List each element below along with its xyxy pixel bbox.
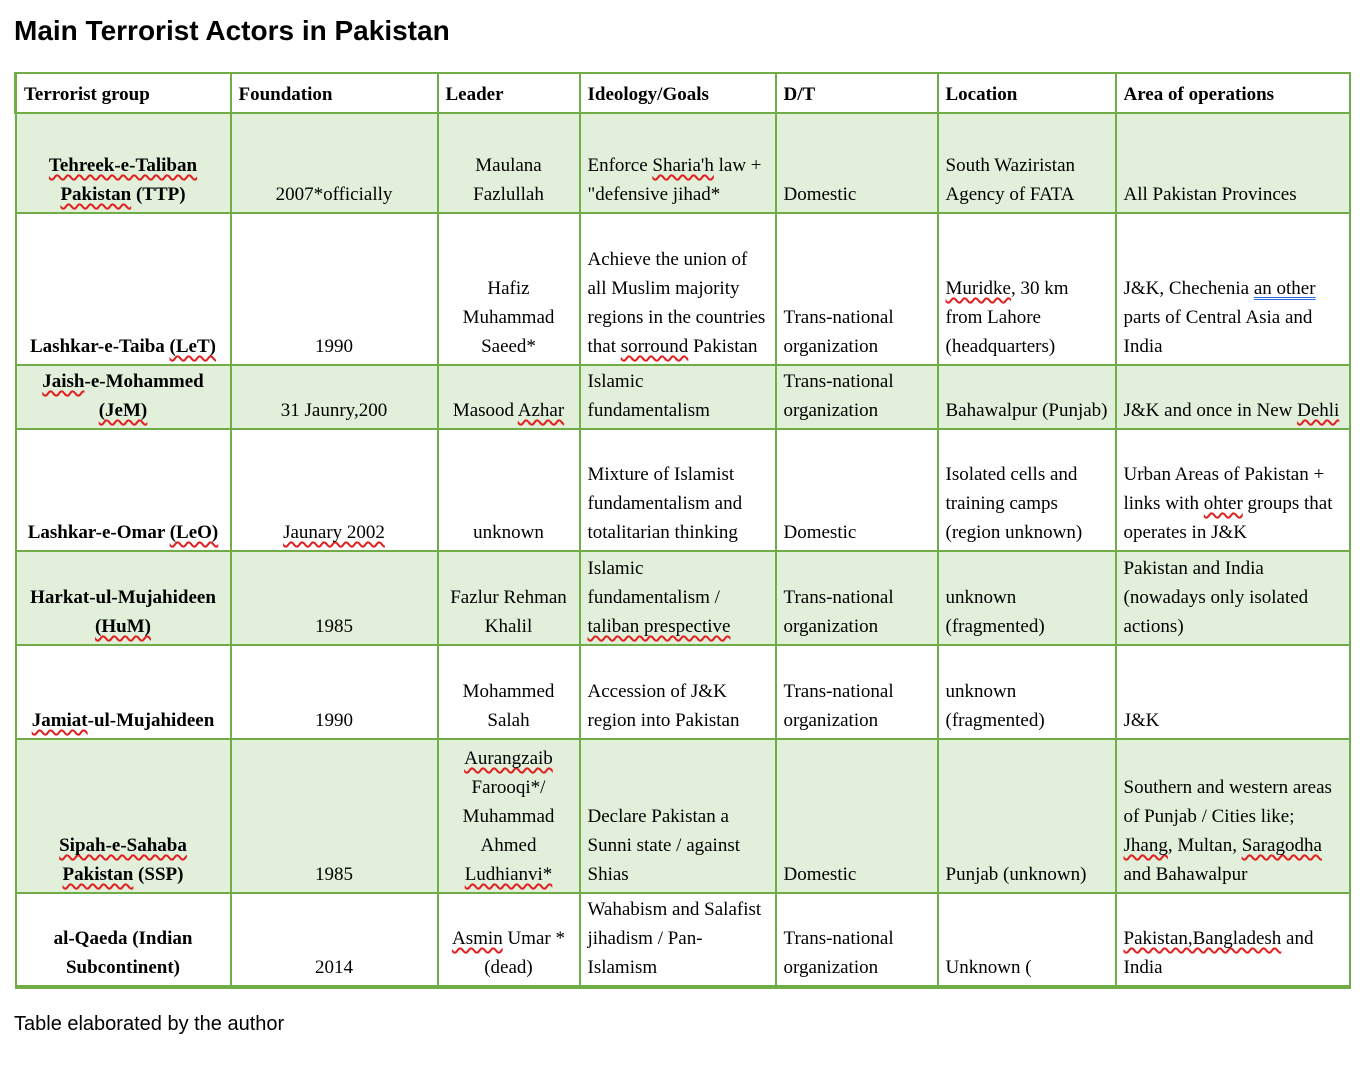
table-cell-r8-c7 bbox=[1116, 893, 1350, 987]
text-segment: Southern and western areas of Punjab / Cities like; bbox=[1123, 777, 1332, 827]
text-segment: Lashkar-e-Omar bbox=[27, 522, 170, 543]
terrorist-actors-table bbox=[14, 72, 1351, 989]
table-cell-r2-c5 bbox=[776, 213, 938, 365]
table-cell-r3-c1 bbox=[16, 365, 231, 429]
text-segment: Mixture of Islamist fundamentalism and totalitarian thinking bbox=[587, 464, 743, 543]
table-cell-r8-c5 bbox=[776, 893, 938, 987]
text-segment: Masood bbox=[452, 400, 518, 421]
table-cell-r8-c2 bbox=[231, 893, 438, 987]
text-segment: Fazlur Rehman Khalil bbox=[450, 587, 567, 637]
table-row bbox=[16, 739, 1350, 893]
table-row bbox=[16, 551, 1350, 645]
table-row bbox=[16, 113, 1350, 213]
text-segment: Unknown ( bbox=[945, 957, 1032, 978]
text-segment: law + "defensive jihad* bbox=[587, 155, 762, 205]
spellcheck-marked-text: (LeO) bbox=[169, 522, 219, 543]
text-segment: Trans-national organization bbox=[783, 587, 894, 637]
table-cell-r4-c6 bbox=[938, 429, 1116, 551]
text-segment: , 30 km from Lahore (headquarters) bbox=[945, 278, 1069, 357]
column-header-area-of-operations: Area of operations bbox=[1116, 73, 1350, 113]
text-segment: Punjab (unknown) bbox=[945, 864, 1087, 885]
spellcheck-marked-text: Pakistan bbox=[60, 184, 132, 205]
table-row bbox=[16, 213, 1350, 365]
table-cell-r1-c3 bbox=[438, 113, 580, 213]
text-segment: parts of Central Asia and India bbox=[1123, 307, 1313, 357]
table-cell-r7-c4 bbox=[580, 739, 776, 893]
table-cell-r5-c2 bbox=[231, 551, 438, 645]
table-cell-r8-c3 bbox=[438, 893, 580, 987]
text-segment: Wahabism and Salafist jihadism / Pan-Islamism bbox=[587, 899, 762, 978]
text-segment: Enforce bbox=[587, 155, 653, 176]
text-segment: Umar *(dead) bbox=[484, 928, 565, 978]
table-cell-r5-c4 bbox=[580, 551, 776, 645]
spellcheck-marked-text: Jamiat bbox=[31, 710, 88, 731]
table-cell-r5-c5 bbox=[776, 551, 938, 645]
table-cell-r8-c1 bbox=[16, 893, 231, 987]
table-cell-r3-c7 bbox=[1116, 365, 1350, 429]
table-cell-r7-c1 bbox=[16, 739, 231, 893]
text-segment: J&K bbox=[1123, 710, 1160, 731]
text-segment: 1990 bbox=[315, 710, 353, 731]
table-cell-r5-c3 bbox=[438, 551, 580, 645]
table-cell-r4-c4 bbox=[580, 429, 776, 551]
table-header-row bbox=[16, 73, 1350, 113]
table-cell-r6-c4 bbox=[580, 645, 776, 739]
table-row bbox=[16, 365, 1350, 429]
table-cell-r8-c4 bbox=[580, 893, 776, 987]
text-segment: 1985 bbox=[315, 616, 353, 637]
table-cell-r1-c5 bbox=[776, 113, 938, 213]
spellcheck-marked-text: Pakistan bbox=[62, 864, 134, 885]
table-cell-r5-c7 bbox=[1116, 551, 1350, 645]
table-cell-r2-c2 bbox=[231, 213, 438, 365]
table-cell-r2-c3 bbox=[438, 213, 580, 365]
spellcheck-marked-text: Dehli bbox=[1297, 400, 1340, 421]
text-segment: Achieve the union of all Muslim majority regions in the countries that bbox=[587, 249, 766, 357]
table-cell-r2-c7 bbox=[1116, 213, 1350, 365]
text-segment: Pakistan bbox=[688, 336, 758, 357]
table-cell-r7-c3 bbox=[438, 739, 580, 893]
spellcheck-marked-text: Sharia'h bbox=[652, 155, 714, 176]
table-cell-r7-c5 bbox=[776, 739, 938, 893]
table-cell-r6-c5 bbox=[776, 645, 938, 739]
spellcheck-marked-text: (JeM) bbox=[98, 400, 148, 421]
table-cell-r1-c1 bbox=[16, 113, 231, 213]
page-title: Main Terrorist Actors in Pakistan bbox=[14, 15, 450, 46]
text-segment: Trans-national organization bbox=[783, 371, 894, 421]
text-segment: 31 Jaunry,200 bbox=[280, 400, 388, 421]
text-segment: 1990 bbox=[315, 336, 353, 357]
table-cell-r4-c3 bbox=[438, 429, 580, 551]
text-segment: unknown (fragmented) bbox=[945, 681, 1045, 731]
spellcheck-marked-text: Azhar bbox=[517, 400, 565, 421]
spellcheck-marked-text: Saragodha bbox=[1241, 835, 1322, 856]
table-cell-r4-c2 bbox=[231, 429, 438, 551]
table-cell-r2-c4 bbox=[580, 213, 776, 365]
table-cell-r4-c1 bbox=[16, 429, 231, 551]
column-header-terrorist-group: Terrorist group bbox=[16, 73, 231, 113]
spellcheck-marked-text: Ludhianvi* bbox=[464, 864, 553, 885]
text-segment: unknown (fragmented) bbox=[945, 587, 1045, 637]
table-row bbox=[16, 645, 1350, 739]
table-cell-r6-c3 bbox=[438, 645, 580, 739]
table-cell-r6-c2 bbox=[231, 645, 438, 739]
table-caption: Table elaborated by the author bbox=[14, 1013, 285, 1035]
spellcheck-marked-text: Aurangzaib bbox=[464, 748, 553, 769]
text-segment: Bahawalpur (Punjab) bbox=[945, 400, 1108, 421]
spellcheck-marked-text: Muridke bbox=[945, 278, 1011, 299]
table-cell-r7-c7 bbox=[1116, 739, 1350, 893]
table-cell-r3-c2 bbox=[231, 365, 438, 429]
text-segment: (TTP) bbox=[131, 184, 186, 205]
text-segment: Lashkar-e-Taiba bbox=[30, 336, 170, 357]
text-segment: J&K, Chechenia bbox=[1123, 278, 1254, 299]
table-cell-r4-c5 bbox=[776, 429, 938, 551]
table-cell-r3-c6 bbox=[938, 365, 1116, 429]
text-segment: Accession of J&K region into Pakistan bbox=[587, 681, 740, 731]
spellcheck-marked-text: Jhang bbox=[1123, 835, 1168, 856]
text-segment: Domestic bbox=[783, 184, 857, 205]
column-header-leader: Leader bbox=[438, 73, 580, 113]
table-cell-r8-c6 bbox=[938, 893, 1116, 987]
text-segment: Hafiz Muhammad Saeed* bbox=[462, 278, 555, 357]
text-segment: Maulana Fazlullah bbox=[473, 155, 544, 205]
text-segment: Harkat-ul-Mujahideen bbox=[30, 587, 216, 608]
table-cell-r6-c6 bbox=[938, 645, 1116, 739]
text-segment: Domestic bbox=[783, 522, 857, 543]
text-segment: and Bahawalpur bbox=[1123, 864, 1248, 885]
spellcheck-marked-text: taliban prespective bbox=[587, 616, 731, 637]
table-cell-r4-c7 bbox=[1116, 429, 1350, 551]
spellcheck-marked-text: sorround bbox=[620, 336, 689, 357]
text-segment: and India bbox=[1123, 928, 1314, 978]
text-segment: J&K and once in New bbox=[1123, 400, 1298, 421]
text-segment: Islamic fundamentalism bbox=[587, 371, 710, 421]
table-row bbox=[16, 893, 1350, 987]
text-segment: South Waziristan Agency of FATA bbox=[945, 155, 1076, 205]
column-header-foundation: Foundation bbox=[231, 73, 438, 113]
table-cell-r3-c5 bbox=[776, 365, 938, 429]
text-segment: 1985 bbox=[315, 864, 353, 885]
text-segment: -e-Mohammed bbox=[84, 371, 204, 392]
table-cell-r1-c7 bbox=[1116, 113, 1350, 213]
text-segment: Trans-national organization bbox=[783, 307, 894, 357]
text-segment: Trans-national organization bbox=[783, 681, 894, 731]
table-cell-r1-c4 bbox=[580, 113, 776, 213]
text-segment: 2007*officially bbox=[275, 184, 393, 205]
column-header-ideology-goals: Ideology/Goals bbox=[580, 73, 776, 113]
table-cell-r7-c2 bbox=[231, 739, 438, 893]
table-cell-r1-c2 bbox=[231, 113, 438, 213]
text-segment: Isolated cells and training camps (region unknown) bbox=[945, 464, 1083, 543]
text-segment: Pakistan and India (nowadays only isolated actions) bbox=[1123, 558, 1309, 637]
spellcheck-marked-text: Sipah-e-Sahaba bbox=[59, 835, 187, 856]
spellcheck-marked-text: ohter bbox=[1203, 493, 1243, 514]
text-segment: -ul-Mujahideen bbox=[87, 710, 215, 731]
table-row bbox=[16, 429, 1350, 551]
text-segment: , Multan, bbox=[1167, 835, 1242, 856]
spellcheck-marked-text: Tehreek-e-Taliban bbox=[48, 155, 198, 176]
spellcheck-marked-text: Asmin bbox=[452, 928, 503, 949]
text-segment: groups that operates in J&K bbox=[1123, 493, 1333, 543]
table-cell-r2-c6 bbox=[938, 213, 1116, 365]
text-segment: Domestic bbox=[783, 864, 857, 885]
text-segment: Mohammed Salah bbox=[462, 681, 555, 731]
table-cell-r7-c6 bbox=[938, 739, 1116, 893]
text-segment: Farooqi*/ Muhammad Ahmed bbox=[462, 777, 555, 856]
text-segment: Declare Pakistan a Sunni state / against Shias bbox=[587, 806, 741, 885]
column-header-location: Location bbox=[938, 73, 1116, 113]
spellcheck-marked-text: Pakistan,Bangladesh bbox=[1123, 928, 1282, 949]
spellcheck-marked-text: Jaunary 2002 bbox=[283, 522, 385, 543]
text-segment: Islamic fundamentalism / bbox=[587, 558, 720, 608]
spellcheck-marked-text: (HuM) bbox=[95, 616, 151, 637]
text-segment: 2014 bbox=[315, 957, 353, 978]
text-segment: Trans-national organization bbox=[783, 928, 894, 978]
table-cell-r3-c3 bbox=[438, 365, 580, 429]
grammar-marked-text: an other bbox=[1253, 278, 1316, 299]
table-cell-r5-c6 bbox=[938, 551, 1116, 645]
table-body bbox=[16, 113, 1350, 987]
spellcheck-marked-text: (LeT) bbox=[169, 336, 216, 357]
table-cell-r5-c1 bbox=[16, 551, 231, 645]
column-header-dt: D/T bbox=[776, 73, 938, 113]
text-segment: All Pakistan Provinces bbox=[1123, 184, 1297, 205]
table-cell-r6-c1 bbox=[16, 645, 231, 739]
text-segment: Urban Areas of Pakistan + links with bbox=[1123, 464, 1325, 514]
text-segment: unknown bbox=[473, 522, 544, 543]
text-segment: al-Qaeda (Indian Subcontinent) bbox=[53, 928, 193, 978]
table-cell-r1-c6 bbox=[938, 113, 1116, 213]
table-cell-r6-c7 bbox=[1116, 645, 1350, 739]
spellcheck-marked-text: Jaish bbox=[42, 371, 85, 392]
table-cell-r3-c4 bbox=[580, 365, 776, 429]
text-segment: (SSP) bbox=[133, 864, 184, 885]
table-cell-r2-c1 bbox=[16, 213, 231, 365]
